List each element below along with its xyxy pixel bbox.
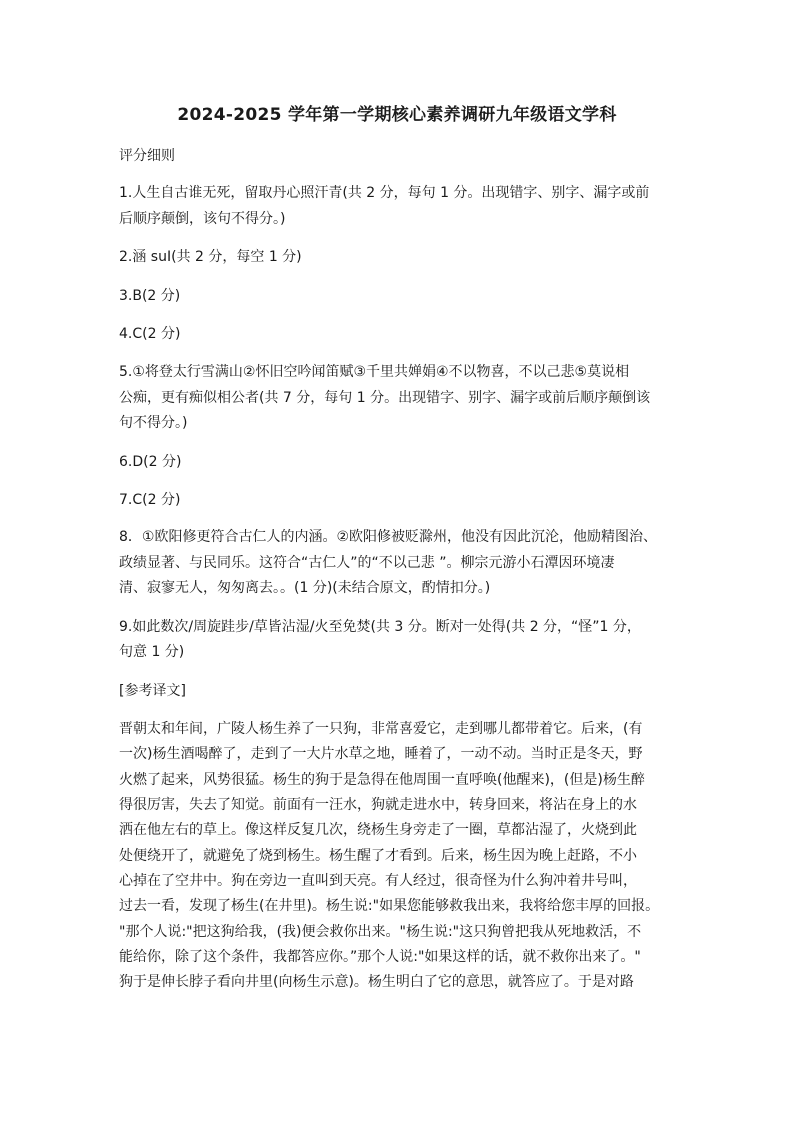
answer-8-line-3: 清、寂寥无人，匆匆离去。。(1 分)(未结合原文，酌情扣分。) xyxy=(119,580,491,596)
answer-2: 2.涵 suI(共 2 分，每空 1 分) xyxy=(119,249,302,265)
translation-line: 处便绕开了，就避免了烧到杨生。杨生醒了才看到。后来，杨生因为晚上赶路，不小 xyxy=(119,848,637,864)
answer-4: 4.C(2 分) xyxy=(119,326,181,342)
answer-5-line-3: 句不得分。) xyxy=(119,415,188,431)
translation-line: 心掉在了空井中。狗在旁边一直叫到天亮。有人经过，很奇怪为什么狗冲着井号叫， xyxy=(119,873,637,889)
answer-3: 3.B(2 分) xyxy=(119,288,181,304)
answer-8-line-1: 8．①欧阳修更符合古仁人的内涵。②欧阳修被贬滁州，他没有因此沉沦，他励精图治、 xyxy=(119,529,658,545)
page-title: 2024-2025 学年第一学期核心素养调研九年级语文学科 xyxy=(177,105,617,125)
answer-9-line-2: 句意 1 分) xyxy=(119,644,185,660)
answer-1-line-2: 后顺序颠倒，该句不得分。) xyxy=(119,211,286,227)
answer-5-line-2: 公痴，更有痴似相公者(共 7 分，每句 1 分。出现错字、别字、漏字或前后顺序颠倒该 xyxy=(119,390,651,406)
answer-6: 6.D(2 分) xyxy=(119,454,182,470)
section-subtitle: 评分细则 xyxy=(119,148,175,164)
answer-8-line-2: 政绩显著、与民同乐。这符合“古仁人”的“不以己悲 ”。柳宗元游小石潭因环境凄 xyxy=(119,555,615,571)
translation-line: "那个人说:"把这狗给我，(我)便会救你出来。"杨生说:"这只狗曾把我从死地救活，不 xyxy=(119,924,642,940)
answer-7: 7.C(2 分) xyxy=(119,492,181,508)
answer-9-line-1: 9.如此数次/周旋跬步/草皆沾湿/火至免焚(共 3 分。断对一处得(共 2 分，“怪”1 分， xyxy=(119,619,641,635)
answer-1-line-1: 1.人生自古谁无死，留取丹心照汗青(共 2 分，每句 1 分。出现错字、别字、漏字或前 xyxy=(119,185,650,201)
translation-line: 能给你，除了这个条件，我都答应你。”那个人说:"如果这样的话，就不救你出来了。" xyxy=(119,949,641,965)
translation-line: 得很厉害，失去了知觉。前面有一汪水，狗就走进水中，转身回来，将沾在身上的水 xyxy=(119,797,637,813)
translation-line: 晋朝太和年间，广陵人杨生养了一只狗，非常喜爱它，走到哪儿都带着它。后来，(有 xyxy=(119,721,643,737)
translation-line: 火燃了起来，风势很猛。杨生的狗于是急得在他周围一直呼唤(他醒来)，(但是)杨生醉 xyxy=(119,772,645,788)
translation-line: 一次)杨生酒喝醉了，走到了一大片水草之地，睡着了，一动不动。当时正是冬天，野 xyxy=(119,746,643,762)
translation-line: 洒在他左右的草上。像这样反复几次，绕杨生身旁走了一圈，草都沾湿了，火烧到此 xyxy=(119,822,637,838)
translation-line: 狗于是伸长脖子看向井里(向杨生示意)。杨生明白了它的意思，就答应了。于是对路 xyxy=(119,974,634,990)
answer-5-line-1: 5.①将登太行雪满山②怀旧空吟闻笛赋③千里共婵娟④不以物喜，不以己悲⑤莫说相 xyxy=(119,364,630,380)
translation-line: 过去一看，发现了杨生(在井里)。杨生说:"如果您能够救我出来，我将给您丰厚的回报。 xyxy=(119,898,660,914)
translation-heading: [参考译文] xyxy=(119,683,186,699)
